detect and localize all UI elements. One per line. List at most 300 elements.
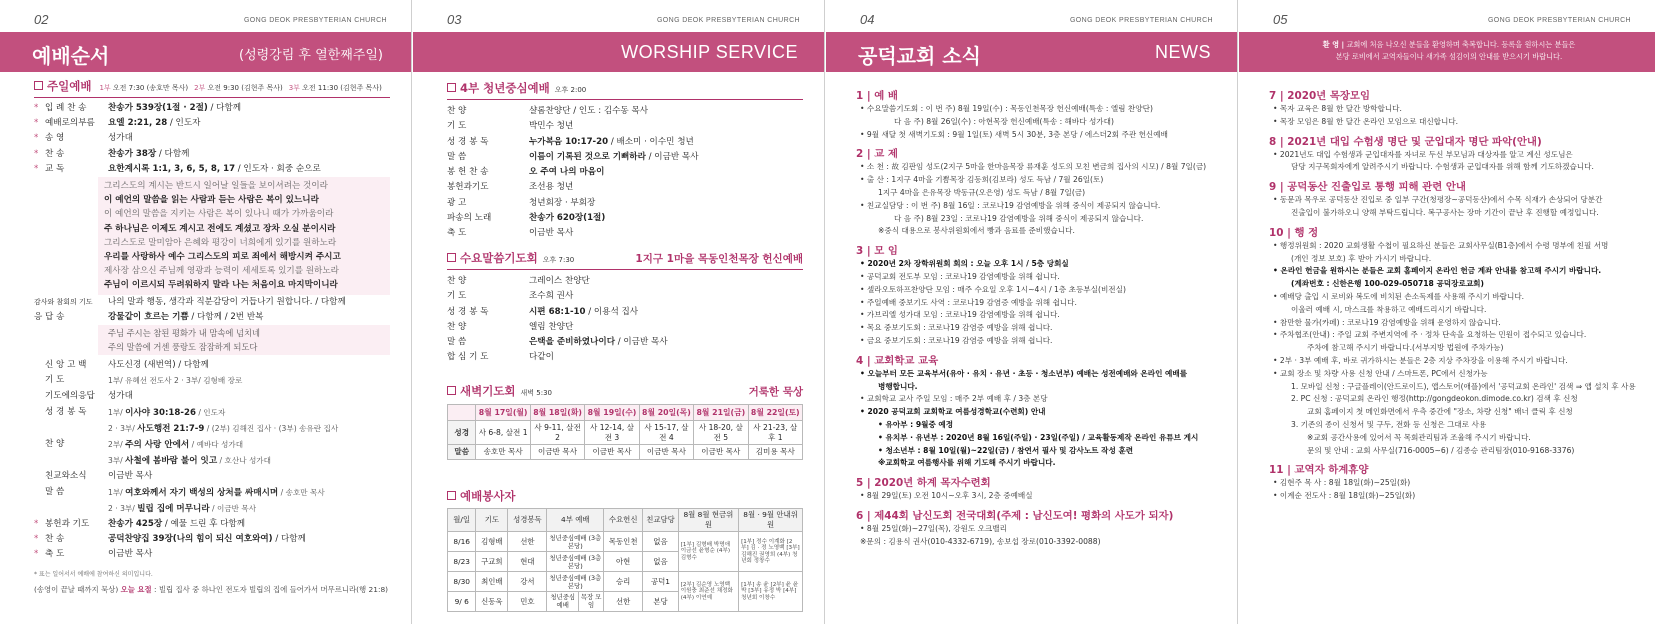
news-item: • 목자 교육은 8월 한 달간 방학합니다. [1273, 104, 1402, 113]
sunday-worship-order [34, 78, 390, 595]
church-name: GONG DEOK PRESBYTERIAN CHURCH [1069, 17, 1213, 24]
order-value [529, 226, 803, 241]
wed-cell: 목동인천 [604, 532, 643, 552]
news-item: • 목장 모임은 8월 한 달간 온라인 모임으로 대신합니다. [1273, 116, 1459, 126]
news-list [856, 90, 1226, 549]
table-header: 기도 [476, 509, 508, 532]
news-item: 문의 및 안내 : 교회 사무실(716-0005~6) / 김종승 관리팀장(010-9168-3376) [1307, 445, 1575, 455]
table-header-row [448, 405, 803, 421]
lyric-line: 주님 주시는 참된 평화가 내 맘속에 넘치네 [108, 328, 261, 339]
table-day: 8월 18일(화) [530, 405, 584, 421]
order-rest: / 배소미 · 이수민 청년 [608, 136, 694, 147]
page-number: 02 [34, 12, 49, 27]
order-row [447, 180, 803, 195]
news-item: • 금요 중보기도회 : 코로나19 감염증 예방을 위해 쉽니다. [860, 335, 1053, 345]
order-label-text: 기 도 [45, 375, 65, 386]
star-icon: * [34, 549, 39, 560]
page-02 [0, 0, 412, 624]
order-main: 찬송가 539장(1절 · 2절) [108, 103, 208, 113]
news-item: • 2021년도 대입 수험생과 군입대자를 자녀로 두신 부모님과 대상자를 알고 계신 성도님은 [1273, 149, 1573, 159]
order-rest: 성가대 [108, 391, 133, 402]
reading-line: 이 예언의 말씀을 지키는 사람은 복이 있나니 때가 가까움이라 [104, 209, 334, 220]
order-label: 축 도 [447, 228, 467, 239]
order-label [34, 453, 108, 469]
church-name: GONG DEOK PRESBYTERIAN CHURCH [656, 17, 800, 24]
order-value [108, 162, 390, 177]
order-label [34, 101, 108, 116]
date-cell: 8/30 [448, 572, 476, 592]
order-value [108, 147, 390, 162]
reading-line: 그리스도의 계시는 반드시 일어날 일들을 보이셔려는 것이라 [104, 181, 328, 192]
table-header: 4부 예배 [547, 509, 604, 532]
hymn-lyrics [98, 325, 390, 355]
news-item: • 친교실담당 : 이 번 주) 8월 16일 : 코로나19 감염예방을 위해 중식이 제공되지 않습니다. [860, 200, 1161, 210]
order-label-text: 축 도 [45, 549, 65, 560]
youth-worship: 4부 청년중심예배 오후 2:00 찬 양 샬롬찬양단 / 인도 : 김수동 목사 기 도 박민수 청년 성 경 봉 독 누가복음 10:17-20 / 배소미 · 이수민 청년 말 씀 이름이 기록된 것으로 기뻐하라 / 이금반 목사 봉 헌 찬 송 오 주여 나의 마음이 봉헌과기도 조선용 청년 광 고 청년회장 · 부회장 파송의 노래 찬송가 620장(1절) 축 도 이금반 목사 [447, 80, 803, 242]
order-label [34, 405, 108, 421]
title-band [826, 32, 1237, 72]
news-item: • 유아부 : 9월중 예정 [878, 419, 954, 429]
prayer-cell: 구교희 [476, 552, 508, 572]
news-heading: 5 | 2020년 하계 목자수련회 [856, 477, 991, 490]
news-item: • 2부 · 3부 예배 후, 바로 귀가하시는 분들은 2층 지상 주차장을 이용해 주시기 바랍니다. [1273, 355, 1568, 365]
order-label-text: 봉헌과 기도 [45, 519, 90, 530]
page-04 [826, 0, 1238, 624]
order-value [529, 119, 803, 134]
order-label: 말 씀 [447, 337, 467, 348]
news-item: • 교회 장소 및 차량 사용 신청 안내 / 스마트폰, PC에서 신청가능 [1273, 368, 1488, 378]
welcome-band [1239, 32, 1655, 72]
order-note: / 호산나 성가대 [217, 456, 271, 466]
order-label-text: 입 례 찬 송 [45, 103, 87, 113]
order-note: 2 · 3부/ [108, 423, 138, 433]
news-item: ※중식 대용으로 봉사위원회에서 빵과 음료를 준비했습니다. [878, 226, 1075, 236]
table-row [448, 532, 803, 552]
news-heading: 9 | 공덕동산 진출입로 통행 피해 관련 안내 [1269, 181, 1466, 194]
news-item: 진출입이 불가하오니 양해 부탁드립니다. 복구공사는 장마 기간이 끝난 후 진행할 예정입니다. [1291, 207, 1599, 217]
order-label: 기 도 [447, 121, 467, 132]
order-label: 합 심 기 도 [447, 352, 489, 363]
fellowship-cell: 없음 [643, 532, 679, 552]
welcome-notice: 환 영 | 교회에 처음 나오신 분들을 환영하며 축복합니다. 등록을 원하시는 분들은 본당 로비에서 교역자들이나 새가족 섬김이의 안내를 받으시기 바랍니다. [1322, 40, 1576, 61]
order-rest: 그레이스 찬양단 [529, 276, 590, 286]
news-item: (개인 정보 보호) 후 받아 가시기 바랍니다. [1291, 253, 1432, 263]
order-note: 1부/ 유혜선 전도사 2 · 3부/ 김형배 장로 [108, 376, 243, 386]
order-label [34, 389, 108, 404]
news-item: • 공덕교회 전도부 모임 : 코로나19 감염예방을 위해 쉽니다. [860, 271, 1060, 281]
service-time [194, 84, 283, 92]
order-value [529, 289, 803, 304]
wed-cell: 승리 [604, 572, 643, 592]
order-label-text: 찬 송 [45, 534, 65, 545]
order-rest: / 인도자 · 회중 순으로 [235, 163, 321, 174]
footnote: * 표는 일어서서 예배에 참여하신 의미입니다. [34, 570, 153, 578]
news-heading: 6 | 제44회 남신도회 전국대회(주제 : 남신도여! 평화의 사도가 되자) [856, 509, 1174, 522]
title-band [0, 32, 411, 72]
order-row [34, 421, 390, 437]
order-row [447, 320, 803, 335]
fellowship-cell: 없음 [643, 552, 679, 572]
square-icon [447, 491, 456, 500]
order-label: 기 도 [447, 291, 467, 302]
order-note: / (2부) 김해진 집사 · (3부) 송유란 집사 [204, 423, 339, 433]
order-main: 이사야 30:18-26 [125, 407, 196, 418]
service-time [99, 84, 188, 92]
order-note: / 송호만 목사 [278, 487, 325, 497]
reading-line: 그리스도로 말미암아 은혜와 평강이 너희에게 있기를 원하노라 [104, 237, 337, 248]
order-row [34, 453, 390, 469]
order-label [34, 162, 108, 177]
youth-cell [547, 592, 604, 612]
news-item: • 2020년 2차 장학위원회 회의 : 오늘 오후 1시 / 5층 당회실 [860, 259, 1069, 269]
scripture-cell: 사 6-8, 살전 1 [476, 421, 530, 445]
service-times [99, 83, 387, 93]
order-row [34, 162, 390, 177]
table-day: 8월 20일(목) [639, 405, 693, 421]
order-rest: / 이용석 집사 [585, 306, 639, 317]
order-row [447, 135, 803, 150]
news-item: 이울러 예배 시, 마스크를 착용하고 예배드리시기 바랍니다. [1291, 304, 1487, 314]
order-note: / 이금반 목사 [209, 503, 257, 513]
news-item: (계좌번호 : 신한은행 100-029-050718 공덕장로교회) [1291, 279, 1484, 289]
news-item: 교회 홈페이지 첫 메인화면에서 우측 중간에 "장소, 차량 신청" 배너 클릭 후 신청 [1307, 407, 1573, 417]
order-value [108, 131, 390, 146]
order-main: 은택을 준비하였나이다 [529, 337, 616, 348]
order-row [34, 547, 390, 562]
news-heading: 11 | 교역자 하계휴양 [1269, 464, 1369, 477]
prayer-cell: 최인배 [476, 572, 508, 592]
order-rest: 다같이 [529, 352, 554, 363]
order-value [529, 211, 803, 226]
preacher-cell: 이금반 목사 [585, 445, 639, 460]
order-value [529, 196, 803, 211]
news-item: • 온라인 헌금을 원하시는 분들은 교회 홈페이지 온라인 헌금 계좌 안내를 참고해 주시기 바랍니다. [1273, 266, 1602, 276]
order-value [529, 135, 803, 150]
order-main: 빌립 집에 머무니라 [137, 503, 210, 514]
news-item: • 이계순 전도사 : 8월 18일(화)~25일(화) [1273, 491, 1416, 501]
news-item: • 소 천 : 故 김판임 성도(2지구 5마을 한마음목장 류재훈 성도의 모친 변금희 집사의 시모) / 8월 7일(금) [860, 162, 1207, 172]
news-item: ※문의 : 김용식 권사(010-4332-6719), 송보섭 장로(010-3392-0088) [860, 536, 1101, 546]
order-value [108, 437, 390, 453]
order-row [447, 335, 803, 350]
order-value [529, 350, 803, 365]
order-note: / 예바다 성가대 [189, 440, 244, 450]
service-tag: 3부 [288, 84, 300, 92]
order-label-text: 교 독 [45, 163, 65, 174]
news-item: • 8월 29일(토) 오전 10시~오후 3시, 2층 중예배실 [860, 491, 1033, 501]
news-item: 3. 기존의 종이 신청서 및 구두, 전화 등 신청은 그대로 사용 [1291, 419, 1487, 429]
star-icon: * [34, 118, 39, 129]
reading-line: 우리를 사랑하사 예수 그리스도의 피로 죄에서 해방시켜 주시고 [104, 252, 341, 263]
order-value [529, 320, 803, 335]
star-icon: * [34, 534, 39, 545]
youth-cell-a: 청년중심 예배 [547, 592, 579, 611]
order-main: 찬송가 620장(1절) [529, 213, 606, 224]
star-icon: * [34, 103, 39, 113]
order-row [34, 131, 390, 146]
table-header: 성경봉독 [508, 509, 547, 532]
divider [447, 99, 803, 100]
order-label-text: 송 영 [45, 133, 65, 144]
news-heading: 2 | 교 제 [856, 148, 898, 161]
preacher-cell: 송호만 목사 [476, 445, 530, 460]
service-tag: 1부 [99, 84, 111, 92]
order-label: 말 씀 [447, 151, 467, 162]
order-row [34, 517, 390, 532]
order-value [108, 532, 390, 547]
responsive-reading [98, 177, 390, 295]
order-row [447, 211, 803, 226]
order-label [34, 373, 108, 389]
order-value [108, 485, 390, 501]
church-name: GONG DEOK PRESBYTERIAN CHURCH [243, 17, 387, 24]
order-rest: / 다함께 [156, 148, 190, 159]
fellowship-cell: 공덕1 [643, 572, 679, 592]
order-row [447, 104, 803, 119]
order-label [34, 437, 108, 453]
order-label: 성 경 봉 독 [447, 306, 489, 317]
offering-cell: [2부] 김순영 노영백 이원충 최준선 채정화 (4부) 이연예 [678, 572, 738, 612]
page-number: 05 [1273, 12, 1288, 27]
scripture-cell: 사 15-17, 살전 4 [639, 421, 693, 445]
news-heading: 1 | 예 배 [856, 90, 898, 102]
order-label [34, 485, 108, 501]
news-item: • 가브리엘 성가대 모임 : 코로나19 감염예방을 위해 쉽니다. [860, 310, 1060, 320]
order-label: 파송의 노래 [447, 213, 492, 224]
news-item: 주차에 참고해 주시기 바랍니다.(서부지방 법원에 주차가능) [1307, 343, 1504, 353]
dawn-prayer: 새벽기도회 새벽 5:30 거룩한 묵상 8월 17일(월) 8월 18일(화) 8월 19일(수) 8월 20일(목) 8월 21일(금) 8월 22일(토) 성경 사 6-8, 살전 1 사 9-11, 살전 2 사 12-14, 살전 3 사 15-17, 살전 4 사 18-20, 살전 5 사 21-23, 살후 1 말씀 송호만 목사 이금반 목사 이금반 목사 이금반 목사 이금반 목사 김미용 목사 [447, 383, 803, 460]
row-label: 성경 [448, 421, 476, 445]
dawn-table [447, 404, 803, 460]
news-item: • 참만한 물가(카페) : 코로나19 감염예방을 위해 운영하지 않습니다. [1273, 317, 1501, 327]
table-header: 친교담당 [643, 509, 679, 532]
prayer-cell: 신동욱 [476, 592, 508, 612]
usher-cell: [1부] 정수 이계화 [2부] 김 · 정 노영백 [3부] 김해진 권영희 (4부) 청년회 정창수 [739, 532, 803, 572]
order-value [108, 517, 390, 532]
order-label: 광 고 [447, 197, 467, 208]
order-note: 2부/ [108, 440, 126, 450]
worship-volunteers: 예배봉사자 월/일 기도 성경봉독 4부 예배 수요헌신 친교담당 8월 8월 현금위원 8월 · 9월 안내위원 8/16 김형배 선한 청년중심예배 (3층 본당) 목동인천 없음 [1부] 김형배 박명애 이금선 윤형순 (4부) 김형수 [1부] 정수 이계화 [2부] 김 · 정 노영백 [3부] 김해진 권영희 (4부) 청년회 정창수 8/23 구교희 현대 청년중심예배 (3층 본당) 아현 없음 8/30 최인배 강서 청년중심예배 (3층 본당) 승리 공덕1 [2부] 김순영 노영백 이원충 최준선 채정화 (4부) 이연예 [1부] 송 윤 [2부] 윤 윤 박 [3부] 유정 박 [4부] 청년회 이창수 9/ 6 신동욱 민호 청년중심 예배 목장 모임 선한 본당 [447, 488, 803, 612]
wed-cell: 아현 [604, 552, 643, 572]
church-name: GONG DEOK PRESBYTERIAN CHURCH [1487, 17, 1631, 24]
order-rest: / 다함께 [272, 534, 306, 545]
order-value [108, 358, 390, 373]
order-row [34, 147, 390, 162]
order-rest: 이금반 목사 [108, 549, 153, 560]
divider [447, 269, 803, 270]
order-rest: 박민수 청년 [529, 121, 574, 132]
order-row [447, 350, 803, 365]
order-row [34, 485, 390, 501]
order-row [447, 119, 803, 134]
news-item: • 2020 공덕교회 교회학교 여름성경학교(수련회) 안내 [860, 407, 1046, 417]
scripture-cell: 사 12-14, 살전 3 [585, 421, 639, 445]
order-row [447, 150, 803, 165]
offering-cell: [1부] 김형배 박명애 이금선 윤형순 (4부) 김형수 [678, 532, 738, 572]
order-value [108, 116, 390, 131]
order-label: 봉헌과기도 [447, 182, 489, 193]
news-heading: 3 | 모 임 [856, 245, 898, 258]
order-row [447, 196, 803, 211]
date-cell: 9/ 6 [448, 592, 476, 612]
youth-cell: 청년중심예배 (3층 본당) [547, 532, 604, 552]
table-header: 8월 · 9월 안내위원 [739, 509, 803, 532]
order-main: 찬송가 425장 [108, 519, 163, 530]
order-rest: / 이금반 목사 [645, 151, 699, 162]
order-value [108, 373, 390, 389]
reading-cell: 현대 [508, 552, 547, 572]
order-row [34, 101, 390, 116]
order-main: 찬송가 38장 [108, 148, 157, 159]
table-row [448, 445, 803, 460]
page-number: 03 [447, 12, 462, 27]
wed-cell: 선한 [604, 592, 643, 612]
order-note: 2 · 3부/ [108, 503, 138, 513]
order-label [34, 147, 108, 162]
table-day: 8월 22일(토) [748, 405, 802, 421]
order-row [447, 274, 803, 289]
scripture-cell: 사 18-20, 살전 5 [694, 421, 748, 445]
order-row [447, 305, 803, 320]
order-value [108, 469, 390, 484]
page-subtitle: (성령강림 후 열한째주일) [239, 48, 383, 63]
page-title: 공덕교회 소식 [858, 44, 981, 68]
news-item: 담당 지구목회자에게 알려주시기 바랍니다. 수험생과 군입대자를 위해 함께 기도하겠습니다. [1291, 162, 1594, 172]
order-row [34, 501, 390, 517]
volunteer-table [447, 508, 803, 612]
table-day: 8월 19일(수) [585, 405, 639, 421]
english-title: WORSHIP SERVICE [621, 42, 798, 62]
order-value [529, 104, 803, 119]
order-row [34, 116, 390, 131]
news-item: • 유치부 · 유년부 : 2020년 8월 16일(주일) · 23일(주일) / 교육활동제작 온라인 유튜브 게시 [878, 432, 1199, 442]
order-label-text: 찬 송 [45, 148, 65, 159]
order-rest: 성가대 [108, 133, 133, 144]
order-main: 이름이 기록된 것으로 기뻐하라 [529, 151, 646, 162]
order-label-text: 예배로의부름 [45, 118, 95, 129]
order-label: 찬 양 [447, 106, 467, 116]
news-item: • 청소년부 : 8월 10일(월)~22일(금) / 참연서 필사 및 감사노트 작성 훈련 [878, 445, 1134, 455]
order-row [447, 289, 803, 304]
reading-line: 주님이 이르시되 두려워하지 말라 나는 처음이요 마지막이니라 [104, 280, 338, 291]
table-header: 8월 8월 현금위원 [678, 509, 738, 532]
star-icon: * [34, 163, 39, 174]
order-rest: 청년회장 · 부회장 [529, 197, 596, 208]
square-icon [447, 253, 456, 262]
service-tag: 2부 [194, 84, 206, 92]
news-item: • 출 산 : 1지구 4마을 기쁨목장 김동희(김보라) 성도 득남 / 7월 26일(토) [860, 175, 1104, 185]
order-note: 1부/ [108, 487, 126, 497]
news-heading: 10 | 행 정 [1269, 226, 1319, 239]
order-label-text: 성 경 봉 독 [45, 406, 87, 417]
order-row [34, 373, 390, 389]
news-heading: 8 | 2021년 대입 수험생 명단 및 군입대자 명단 파악(안내) [1269, 135, 1542, 148]
reading-line: 제사장 삼으신 주님께 영광과 능력이 세세토록 있기를 원하노라 [104, 266, 339, 277]
order-rest: / 이금반 목사 [615, 337, 668, 348]
order-label [34, 358, 108, 373]
prayer-cell: 김형배 [476, 532, 508, 552]
youth-cell: 청년중심예배 (3층 본당) [547, 552, 604, 572]
order-main: 사도행전 21:7-9 [137, 423, 205, 434]
order-label [34, 469, 108, 484]
preacher-cell: 이금반 목사 [530, 445, 584, 460]
news-item: ※교회학교 여름행사를 위해 기도해 주시기 바랍니다. [878, 458, 1056, 468]
order-label: 찬 양 [447, 321, 467, 332]
news-item: 다 음 주) 8월 23일 : 코로나19 감염예방을 위해 중식이 제공되지 않습니다. [894, 213, 1144, 223]
page-03 [413, 0, 825, 624]
fellowship-cell: 본당 [643, 592, 679, 612]
order-row [34, 405, 390, 421]
reading-line: 이 예언의 말씀을 읽는 사람과 듣는 사람은 복이 있느니라 [104, 195, 319, 206]
order-main: 주의 사랑 안에서 [125, 440, 190, 451]
order-value [108, 453, 390, 469]
table-day: 8월 21일(금) [694, 405, 748, 421]
order-value [108, 389, 390, 404]
order-rest: 이금반 목사 [529, 228, 574, 239]
usher-cell: [1부] 송 윤 [2부] 윤 윤 박 [3부] 유정 박 [4부] 청년회 이창수 [739, 572, 803, 612]
preacher-cell: 이금반 목사 [694, 445, 748, 460]
order-label [34, 131, 108, 146]
news-item: • 교회학교 교사 주일 모임 : 매주 2부 예배 후 / 3층 본당 [860, 394, 1048, 404]
order-rest: 조선용 청년 [529, 182, 574, 193]
section-heading: 주일예배 1부 오전 7:30 (송호만 목사) 2부 오전 9:30 (김현주 목사) 3부 오전 11:30 (김현주 목사) [34, 78, 390, 94]
order-value [108, 421, 390, 437]
order-label: 찬 양 [447, 276, 467, 286]
order-main: 사철에 봄바람 불어 잇고 [125, 456, 218, 467]
page-05 [1239, 0, 1655, 624]
news-item: • 예배당 출입 시 로비와 복도에 비치된 손소독제를 사용해 주시기 바랍니다. [1273, 291, 1525, 301]
order-note: 1부/ [108, 407, 126, 417]
table-row [448, 572, 803, 592]
verse-of-day: (송영이 끝날 때까지 묵상) 오늘 요절 : 빌립 집사 중 하나인 전도자 빌립의 집에 들어가서 머무르니라(행 21:8) [34, 584, 389, 594]
order-row [447, 226, 803, 241]
star-icon: * [34, 133, 39, 144]
page-title: 예배순서 [32, 44, 110, 68]
order-row [34, 437, 390, 453]
order-rest: / 인도자 [167, 118, 201, 129]
square-icon [34, 81, 43, 90]
order-main: 요엘 2:21, 28 [108, 118, 168, 129]
news-item: 병행합니다. [878, 381, 918, 391]
service-time-text: 오전 11:30 (김현주 목사) [299, 84, 382, 92]
table-header: 월/일 [448, 509, 476, 532]
page-number: 04 [860, 12, 875, 27]
reading-line: 주 하나님은 이제도 계시고 전에도 계셨고 장차 오실 분이시라 [104, 223, 336, 234]
order-row [34, 389, 390, 404]
square-icon [447, 83, 456, 92]
order-label-text: 신 앙 고 백 [45, 360, 87, 371]
news-item: • 목요 중보기도회 : 코로나19 감염증 예방을 위해 쉽니다. [860, 323, 1053, 333]
divider [34, 97, 390, 98]
order-row: 감사와 참회의 기도 나의 말과 행동, 생각과 직분감당이 거듭나기 원합니다. / 다함께 [34, 296, 346, 307]
news-item: • 동문과 목우로 공덕동산 진입로 중 일부 구간(청평장~공덕동산)에서 수목 식재가 손상되어 당분간 [1273, 195, 1603, 205]
order-row: 응 답 송 강물같이 흐르는 기쁨 / 다함께 / 2번 반복 [34, 311, 264, 322]
news-item: 2. PC 신청 : 공덕교회 온라인 행정(http://gongdeokon.dimode.co.kr) 검색 후 신청 [1291, 394, 1578, 404]
square-icon [447, 386, 456, 395]
table-header-row [448, 509, 803, 532]
order-main: 시편 68:1-10 [529, 306, 586, 317]
order-label [34, 517, 108, 532]
table-row [448, 421, 803, 445]
service-time [289, 84, 382, 92]
lyric-line: 주의 말씀에 거센 풍랑도 잠잠하게 되도다 [108, 342, 258, 353]
news-item: 1지구 4마을 은유목장 박동규(오은영) 성도 득남 / 8월 7일(금) [878, 187, 1086, 197]
order-label: 성 경 봉 독 [447, 136, 489, 147]
news-heading: 4 | 교회학교 교육 [856, 354, 939, 367]
order-value [108, 101, 390, 116]
order-main: 오 주여 나의 마음이 [529, 167, 605, 178]
order-rest: 조수희 권사 [529, 291, 574, 302]
